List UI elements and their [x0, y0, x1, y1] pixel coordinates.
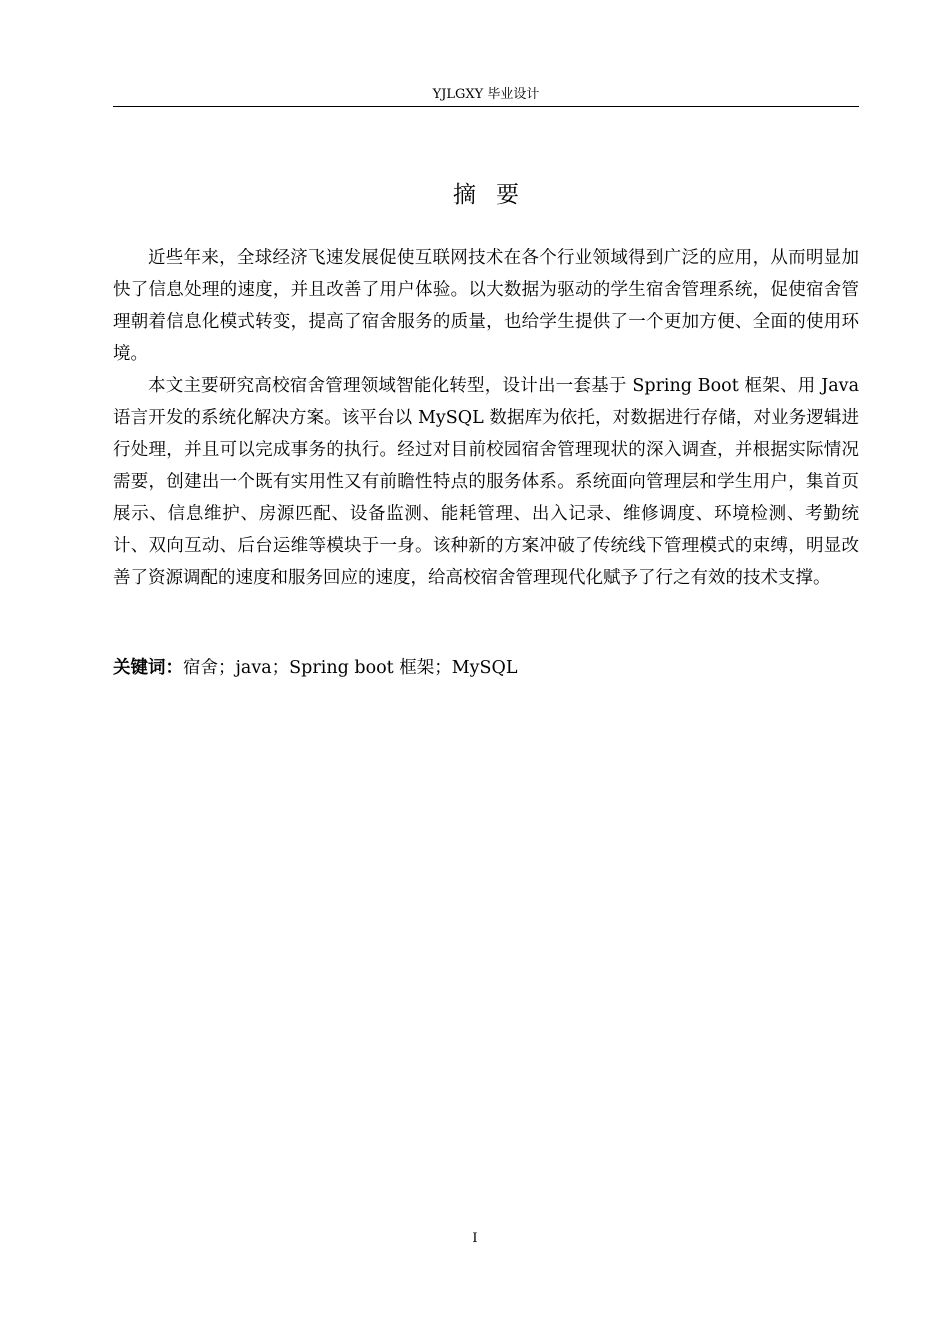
keywords-label: 关键词：: [113, 658, 183, 678]
page-header: YJLGXY 毕业设计: [113, 86, 859, 107]
keywords-line: [113, 652, 859, 684]
abstract-title: 摘要: [453, 182, 539, 208]
keywords-value: 宿舍；java；Spring boot 框架；MySQL: [183, 658, 518, 678]
abstract-paragraph-2: 本文主要研究高校宿舍管理领域智能化转型，设计出一套基于 Spring Boot 框架、用 Java 语言开发的系统化解决方案。该平台以 MySQL 数据库为依托，对数据进行存储，对业务逻辑进行处理，并且可以完成事务的执行。经过对目前校园宿舍管理现状的深入调查，并根据实际情况需要，创建出一个既有实用性又有前瞻性特点的服务体系。系统面向管理层和学生用户，集首页展示、信息维护、房源匹配、设备监测、能耗管理、出入记录、维修调度、环境检测、考勤统计、双向互动、后台运维等模块于一身。该种新的方案冲破了传统线下管理模式的束缚，明显改善了资源调配的速度和服务回应的速度，给高校宿舍管理现代化赋予了行之有效的技术支撑。: [113, 376, 859, 588]
abstract-body: [113, 242, 859, 594]
page-number: I: [472, 1231, 478, 1246]
abstract-paragraph-1: 近些年来，全球经济飞速发展促使互联网技术在各个行业领域得到广泛的应用，从而明显加快了信息处理的速度，并且改善了用户体验。以大数据为驱动的学生宿舍管理系统，促使宿舍管理朝着信息化模式转变，提高了宿舍服务的质量，也给学生提供了一个更加方便、全面的使用环境。: [113, 248, 859, 364]
